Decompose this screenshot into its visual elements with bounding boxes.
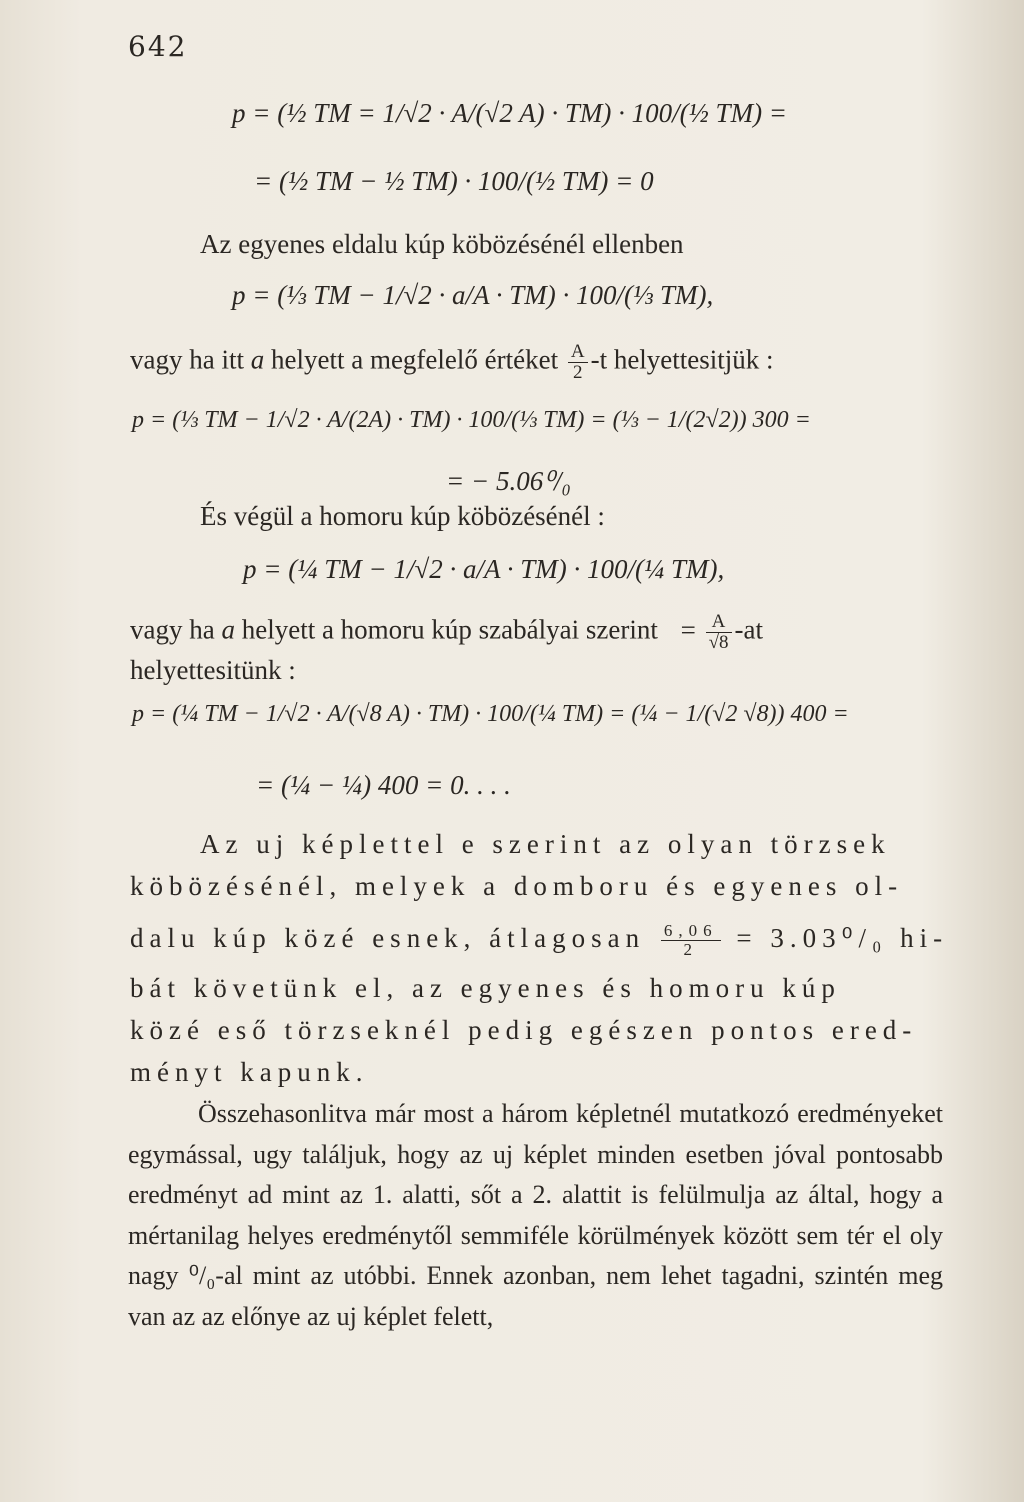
- text-line-2-c: helyett a megfelelő értéket: [270, 344, 559, 375]
- fraction-a-over-sqrt8: $\frac{A}{√8}$: [706, 612, 732, 653]
- equation-3: p = (⅓ TM − 1/√2 · a/A · TM) · 100/(⅓ TM),: [232, 280, 714, 310]
- text-line-4-c: helyett a homoru kúp szabályai szerint: [241, 614, 658, 645]
- equation-6: p = (¼ TM − 1/√2 · a/A · TM) · 100/(¼ TM),: [243, 554, 725, 584]
- variable-a: a: [250, 344, 265, 375]
- para1-line-3-a: dalu kúp közé esnek, átlagosan: [130, 923, 646, 953]
- equation-1: p = (½ TM = 1/√2 · A/(√2 A) · TM) · 100/(½ TM) =: [232, 98, 788, 128]
- para1-line-4: bát követünk el, az egyenes és homoru kúp: [130, 973, 841, 1003]
- fraction-6-over-2: $\frac{6,06}{2}$: [661, 922, 721, 959]
- para1-line-6: ményt kapunk.: [130, 1057, 369, 1087]
- paragraph-2: Összehasonlitva már most a három képletnél mutatkozó eredményeket egymással, ugy találjuk, hogy az uj képlet minden esetben jóval pontosabb eredményt ad mint az 1. alatti, sőt a 2. alattit is felülmulja az által, hogy a mértanilag helyes eredménytől semmiféle körülmények között sem tér el oly nagy ⁰/₀-al mint az utóbbi. Ennek azonban, nem lehet tagadni, szintén meg van az az előnye az uj képlet felett,: [128, 1099, 943, 1331]
- equation-4: p = (⅓ TM − 1/√2 · A/(2A) · TM) · 100/(⅓ TM) = (⅓ − 1/(2√2)) 300 =: [132, 407, 811, 433]
- text-line-4: vagy ha a helyett a homoru kúp szabályai szerint = $\frac{A}{√8}$ -at: [130, 611, 763, 653]
- para1-line-2: köbözésénél, melyek a domboru és egyenes ol-: [130, 871, 904, 901]
- page-number: 642: [128, 30, 188, 63]
- text-line-3: És végül a homoru kúp köbözésénél :: [200, 501, 605, 531]
- text-line-2: [130, 342, 774, 383]
- equation-8: = (¼ − ¼) 400 = 0. . . .: [256, 770, 511, 800]
- text-line-1: Az egyenes eldalu kúp köbözésénél ellenben: [200, 229, 684, 259]
- text-line-2-d: -t helyettesitjük :: [590, 344, 774, 375]
- equation-2: = (½ TM − ½ TM) · 100/(½ TM) = 0: [254, 166, 654, 196]
- text-line-2-a: vagy ha itt: [130, 344, 244, 375]
- equation-5: = − 5.06⁰/₀: [446, 466, 571, 496]
- text-line-5: helyettesitünk :: [130, 655, 296, 685]
- para1-line-1: Az uj képlettel e szerint az olyan törzsek: [200, 829, 891, 859]
- text-line-4-d: -at: [734, 614, 763, 645]
- equation-7: p = (¼ TM − 1/√2 · A/(√8 A) · TM) · 100/(¼ TM) = (¼ − 1/(√2 √8)) 400 =: [132, 701, 849, 727]
- variable-a-2: a: [221, 614, 235, 645]
- para1-line-5: közé eső törzseknél pedig egészen pontos ered-: [130, 1015, 918, 1045]
- para1-line-3-b: = 3.03⁰/₀ hi-: [736, 923, 949, 953]
- para1-line-3: [130, 922, 948, 959]
- fraction-a-over-2: $\frac{A}{2}$: [568, 342, 588, 383]
- text-line-4-a: vagy ha: [130, 614, 215, 645]
